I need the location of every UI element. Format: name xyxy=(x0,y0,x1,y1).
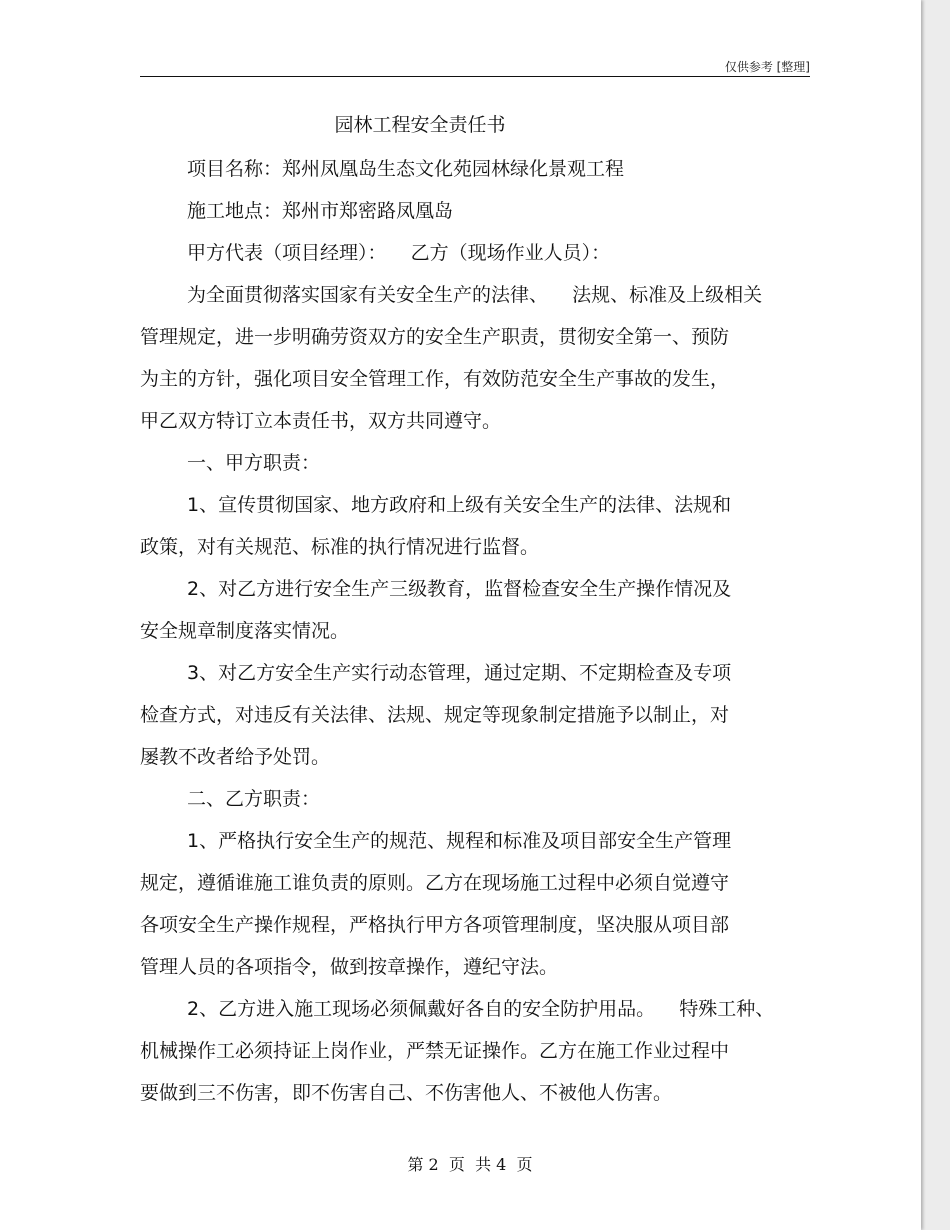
paragraph-line: 各项安全生产操作规程，严格执行甲方各项管理制度，坚决服从项目部 xyxy=(140,914,730,936)
paragraph-line: 安全规章制度落实情况。 xyxy=(140,620,350,642)
paragraph-line: 机械操作工必须持证上岗作业，严禁无证操作。乙方在施工作业过程中 xyxy=(140,1040,730,1062)
section-heading-b: 二、乙方职责： xyxy=(187,788,321,810)
project-name: 项目名称：郑州凤凰岛生态文化苑园林绿化景观工程 xyxy=(187,158,625,180)
paragraph-line: 2、对乙方进行安全生产三级教育，监督检查安全生产操作情况及 xyxy=(187,578,732,600)
paragraph-line: 3、对乙方安全生产实行动态管理，通过定期、不定期检查及专项 xyxy=(187,662,732,684)
document-title: 园林工程安全责任书 xyxy=(334,114,506,136)
header-note: 仅供参考 [整理] xyxy=(724,60,810,74)
paragraph-line: 为全面贯彻落实国家有关安全生产的法律、 法规、标准及上级相关 xyxy=(187,284,763,306)
site-location: 施工地点：郑州市郑密路凤凰岛 xyxy=(187,200,454,222)
paragraph-line: 为主的方针，强化项目安全管理工作，有效防范安全生产事故的发生， xyxy=(140,368,730,390)
paragraph-line: 1、严格执行安全生产的规范、规程和标准及项目部安全生产管理 xyxy=(187,830,732,852)
paragraph-line: 甲乙双方特订立本责任书，双方共同遵守。 xyxy=(140,410,502,432)
paragraph-line: 屡教不改者给予处罚。 xyxy=(140,746,331,768)
paragraph-line: 检查方式，对违反有关法律、法规、规定等现象制定措施予以制止，对 xyxy=(140,704,730,726)
paragraph-line: 规定，遵循谁施工谁负责的原则。乙方在现场施工过程中必须自觉遵守 xyxy=(140,872,730,894)
parties-line: 甲方代表（项目经理）： 乙方（现场作业人员）： xyxy=(187,242,611,264)
paragraph-line: 政策，对有关规范、标准的执行情况进行监督。 xyxy=(140,536,540,558)
header-divider xyxy=(140,76,810,77)
paragraph-line: 要做到三不伤害，即不伤害自己、不伤害他人、不被他人伤害。 xyxy=(140,1082,673,1104)
section-heading-a: 一、甲方职责： xyxy=(187,452,321,474)
paragraph-line: 1、宣传贯彻国家、地方政府和上级有关安全生产的法律、法规和 xyxy=(187,494,732,516)
paragraph-line: 2、乙方进入施工现场必须佩戴好各自的安全防护用品。 特殊工种、 xyxy=(187,998,775,1020)
document-body xyxy=(140,104,820,1114)
page-number: 第 2 页 共 4 页 xyxy=(407,1155,533,1174)
paragraph-line: 管理人员的各项指令，做到按章操作，遵纪守法。 xyxy=(140,956,559,978)
paragraph-line: 管理规定，进一步明确劳资双方的安全生产职责，贯彻安全第一、预防 xyxy=(140,326,730,348)
